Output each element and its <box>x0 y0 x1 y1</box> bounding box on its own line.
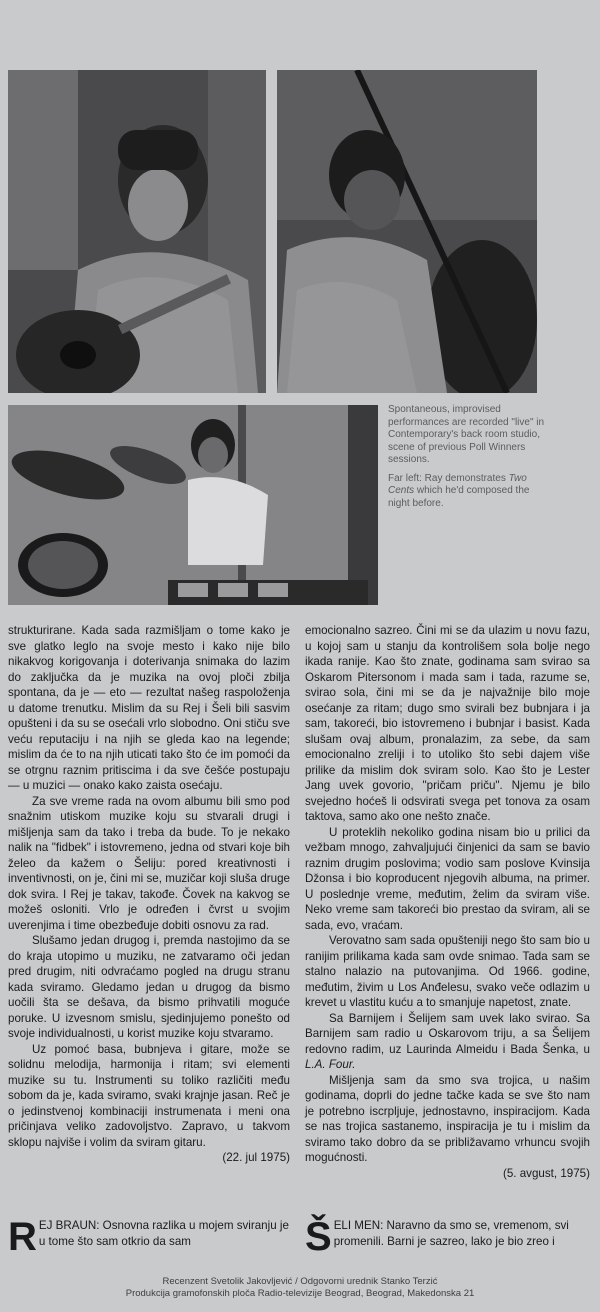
photo-bassist <box>277 70 537 393</box>
right-paragraph-4: Sa Barnijem i Šelijem sam uvek lako svirao. Sa Barnijem sam radio u Oskarovom triju, a sa Šelijem redovno radim, uz Laurinda Almeidu i Bada Šenka, u L.A. Four. <box>305 1011 590 1071</box>
photo-drummer <box>8 405 378 605</box>
left-date: (22. jul 1975) <box>222 1151 290 1164</box>
caption-paragraph-2: Far left: Ray demonstrates Two Cents which he'd composed the night before. <box>388 472 530 509</box>
left-paragraph-2: Za sve vreme rada na ovom albumu bili smo pod snažnim utiskom muzike koju su stvarali drugi i mišljenja sam da tako i treba da bude. To je nekako nalik na "fidbek" i istovremeno, jedna od stvari koje bih želeo da kažem o Šeliju: pored kreativnosti i inventivnosti, on je, čini mi se, muzičar koji sluša druge dok svira. I Rej je takav, takođe. Čovek na kakvog se možeš osloniti. Vrlo je određen i čvrst u svojim uverenjima i time obezbeđuje dobiti osnovu za rad. <box>8 794 290 932</box>
left-paragraph-3: Slušamo jedan drugog i, premda nastojimo da se do kraja utopimo u muziku, ne zatvaramo oči jedan pred drugim, niti odvraćamo pogled na drugu stranu kada sviramo. Gledamo jedan u drugog da bismo uočili šta se dešava, da bismo prihvatili moguće poruke. U izvesnom smislu, sjedinjujemo ponešto od svoje individualnosti, u korist muzike koju stvaramo. <box>8 934 290 1040</box>
interview-text: : Naravno da smo se, vremenom, svi promenili. Barni je sazreo, lako je bio zreo i <box>333 1219 569 1248</box>
photo-guitarist <box>8 70 266 393</box>
footer-line-2: Produkcija gramofonskih ploča Radio-televizije Beograd, Beograd, Makedonska 21 <box>125 1288 475 1299</box>
right-paragraph-2: U proteklih nekoliko godina nisam bio u prilici da vežbam mnogo, zahvaljujući činjenici da sam se bavio raznim drugim poslovima; vodio sam poslove Kvinsija Džonsa i bio koproducent njegovih albuma, na primer. U poslednje vreme, međutim, želim da sviram više. Neko vreme sam takoreći bio prestao da sviram, ali se sada, evo, vraćam. <box>305 825 590 932</box>
right-date: (5. avgust, 1975) <box>502 1166 590 1180</box>
caption-paragraph-1: Spontaneous, improvised performances are recorded "live" in Contemporary's back room studio, scene of previous Poll Winners sessions. <box>388 404 545 465</box>
footer-line-1: Recenzent Svetolik Jakovljević / Odgovorni urednik Stanko Terzić <box>162 1276 438 1287</box>
credits-footer <box>0 1276 600 1300</box>
right-paragraph-3: Verovatno sam sada opušteniji nego što sam bio u ranijim prilikama kada sam ovde snimao. Tada sam se stalno nalazio na putovanjima. Od 1966. godine, međutim, živim u Los Anđelesu, svako veče odlazim u krevet u vlastitu kuću a to smanjuje napetost, znate. <box>305 934 590 1009</box>
interview-shelly-manne <box>305 1215 590 1259</box>
right-paragraph-5: Mišljenja sam da smo sva trojica, u našim godinama, doprli do jedne tačke kada se sve što nam je potrebno iscrpljuje, jednostavno, inspiracijom. Kada se nas trojica sastanemo, inspiracija je tu i mislim da sviramo tako dobro da se približavamo vrhuncu svojih mogućnosti. <box>305 1073 590 1164</box>
interview-text: : Osnovna razlika u mojem sviranju je u tome što sam otkrio da sam <box>38 1219 289 1248</box>
speaker-name: EJ BRAUN <box>38 1219 97 1232</box>
left-paragraph-4: Uz pomoć basa, bubnjeva i gitare, može se solidnu melodija, harmonija i ritam; svi elementi muzike su tu. Instrumenti su toliko različiti među sobom da je, kada sviramo, svaki krajnje jasan. Reč je o jedinstvenoj kombinaciji instrumenata i meni ona pričinjava veliko zadovoljstvo. Zapravo, u takvom sklopu najviše i volim da sviram gitaru. <box>8 1042 290 1149</box>
left-column <box>8 623 290 1166</box>
interview-ray-brown <box>8 1215 290 1259</box>
dropcap-r: R <box>8 1215 37 1259</box>
right-column <box>305 623 590 1181</box>
photo-caption <box>388 404 548 516</box>
right-paragraph-1: emocionalno sazreo. Čini mi se da ulazim u novu fazu, u kojoj sam u stanju da kontrolišem sola bolje nego ikada ranije. Kao što znate, godinama sam svirao sa Oskarom Pitersonom i mada sam i tada, razume se, svirao sola, čini mi se da je najvažnije bilo moje osećanje za ritam; dugo smo svirali bez bubnjara i ja sam, takoreći, bio istovremeno i bubnjar i basist. Kada slušam ovaj album, pronalazim, za sebe, da sam emocionalno zreliji i to utoliko što sebi dajem više prilike da mislim dok sviram solo. Kao što je Lester Jang uvek govorio, "pričam priču". Njemu je bilo svejedno hoćeš li odsvirati svega pet tonova za osam taktova, samo ako one nešto znače. <box>305 624 590 823</box>
dropcap-s: Š <box>305 1215 332 1259</box>
speaker-name: ELI MEN <box>333 1219 381 1232</box>
left-paragraph-1: strukturirane. Kada sada razmišljam o tome kako je sve glatko leglo na svoje mesto i kako nije bilo nikakvog korigovanja i doterivanja snimaka do lazim do zaključka da je muzika na ovoj ploči zbilja spontana, da je — eto — rezultat našeg raspoloženja u datome trenutku. Mislim da su Rej i Šeli bili sasvim opušteni i da su se osećali vrlo slobodno. Oni stiču sve veću reputaciju i na njih se gleda kao na legende; mislim da će to na njih uticati tako što će im pomoći da se otrgnu raznim pritiscima i da sve češće postupaju — u muzici — onako kako zaista osećaju. <box>8 624 290 792</box>
